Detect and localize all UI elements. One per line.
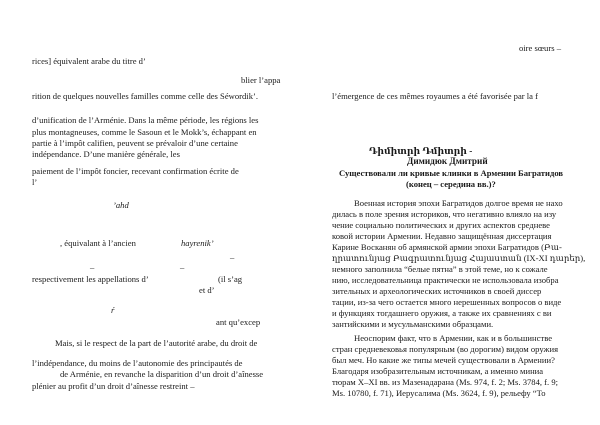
text-line: ’ahd	[113, 200, 129, 210]
dash: –	[90, 262, 95, 272]
text-line: нию, исследовательница практически не использовала изобра	[332, 275, 559, 285]
text-line: rices] équivalent arabe du titre d’	[32, 56, 146, 66]
text-line: rition de quelques nouvelles familles comme celle des Séwordik’.	[32, 91, 259, 101]
text-line: и функциях тогдашнего оружия, а также их сравнениях с ви	[332, 308, 552, 318]
text-line: Неоспорим факт, что в Армении, как и в большинстве	[354, 333, 553, 343]
article-title: Существовали ли кривые клинки в Армении Багратидов	[339, 168, 564, 178]
text-line: (il s’ag	[218, 274, 243, 284]
text-line: respectivement les appellations d’	[32, 274, 149, 284]
text-line: de Arménie, en revanche la disparition d’un droit d’aînesse	[60, 369, 264, 379]
text-line: ŕ	[111, 305, 115, 315]
text-line: Карине Восканян об армянской армии эпохи Багратидов (Բա-	[332, 242, 562, 252]
text-line: l’émergence de ces mêmes royaumes a été favorisée par la f	[332, 91, 538, 101]
text-line: plénier au profit d’un droit d’aînesse restreint –	[32, 381, 195, 391]
text-line: l’indépendance, du moins de l’autonomie des principautés de	[32, 358, 243, 368]
text-line: немного заполнила “белые пятна” в этой теме, но к сожале	[332, 264, 548, 274]
text-line: partie à l’impôt califien, peuvent se prévaloir d’une certaine	[32, 138, 238, 148]
text-line: ղրատունյաց Բագրատունյաց Հայաստան (IX-XI դարեր),	[332, 253, 586, 263]
article-title-dates: (конец – середина вв.)?	[406, 179, 496, 189]
text-line: тюрам X–XI вв. из Мазенадарана (Ms. 974, f. 2; Ms. 3784, f. 9;	[332, 377, 559, 387]
text-line: Ms. 10780, f. 71), Иерусалима (Ms. 3624, f. 9), рельефу “То	[332, 388, 546, 398]
dash: –	[180, 262, 185, 272]
text-line: d’unification de l’Arménie. Dans la même période, les régions les	[32, 115, 259, 125]
text-line: Mais, si le respect de la part de l’autorité arabe, du droit de	[55, 338, 258, 348]
text-line: oire sœurs –	[519, 43, 562, 53]
text-line: blier l’appa	[241, 75, 281, 85]
text-line: тации, из-за чего остается много нерешенных вопросов о виде	[332, 297, 562, 307]
text-line: Благодаря изобразительным источникам, а именно миниа	[332, 366, 544, 376]
text-line: et d’	[199, 285, 215, 295]
text-line: Военная история эпохи Багратидов долгое время не нахо	[354, 198, 563, 208]
dash: –	[230, 252, 235, 262]
text-line: l’	[32, 177, 38, 187]
text-line: был меч. Но какие же типы мечей существовали в Армении?	[332, 355, 555, 365]
armenian-author-heading: Դիմիտրի Դմիտրի -	[369, 146, 473, 156]
text-line: , équivalant à l’ancien	[60, 238, 136, 248]
text-line: ant qu’excep	[216, 317, 261, 327]
text-line: paiement de l’impôt foncier, recevant confirmation écrite de	[32, 166, 239, 176]
text-line: plus montagneuses, comme le Sasoun et le Mokk’s, échappant en	[32, 127, 257, 137]
italic-term: hayrenik’	[181, 238, 214, 248]
text-line: зантийскими и мусульманскими образцами.	[332, 319, 494, 329]
text-line: чение социально политических и других аспектов средневе	[332, 220, 550, 230]
text-line: indépendance. D’une manière générale, les	[32, 149, 180, 159]
text-line: дилась в поле зрения историков, что негативно влияло на изу	[332, 209, 557, 219]
author-name: Димидюк Дмитрий	[407, 156, 488, 166]
text-line: ковой истории Армении. Недавно защищённая диссертация	[332, 231, 552, 241]
text-line: зительных и археологических источников в своей диссер	[332, 286, 542, 296]
text-line: стран средневековья популярным (во дорогим) видом оружия	[332, 344, 559, 354]
